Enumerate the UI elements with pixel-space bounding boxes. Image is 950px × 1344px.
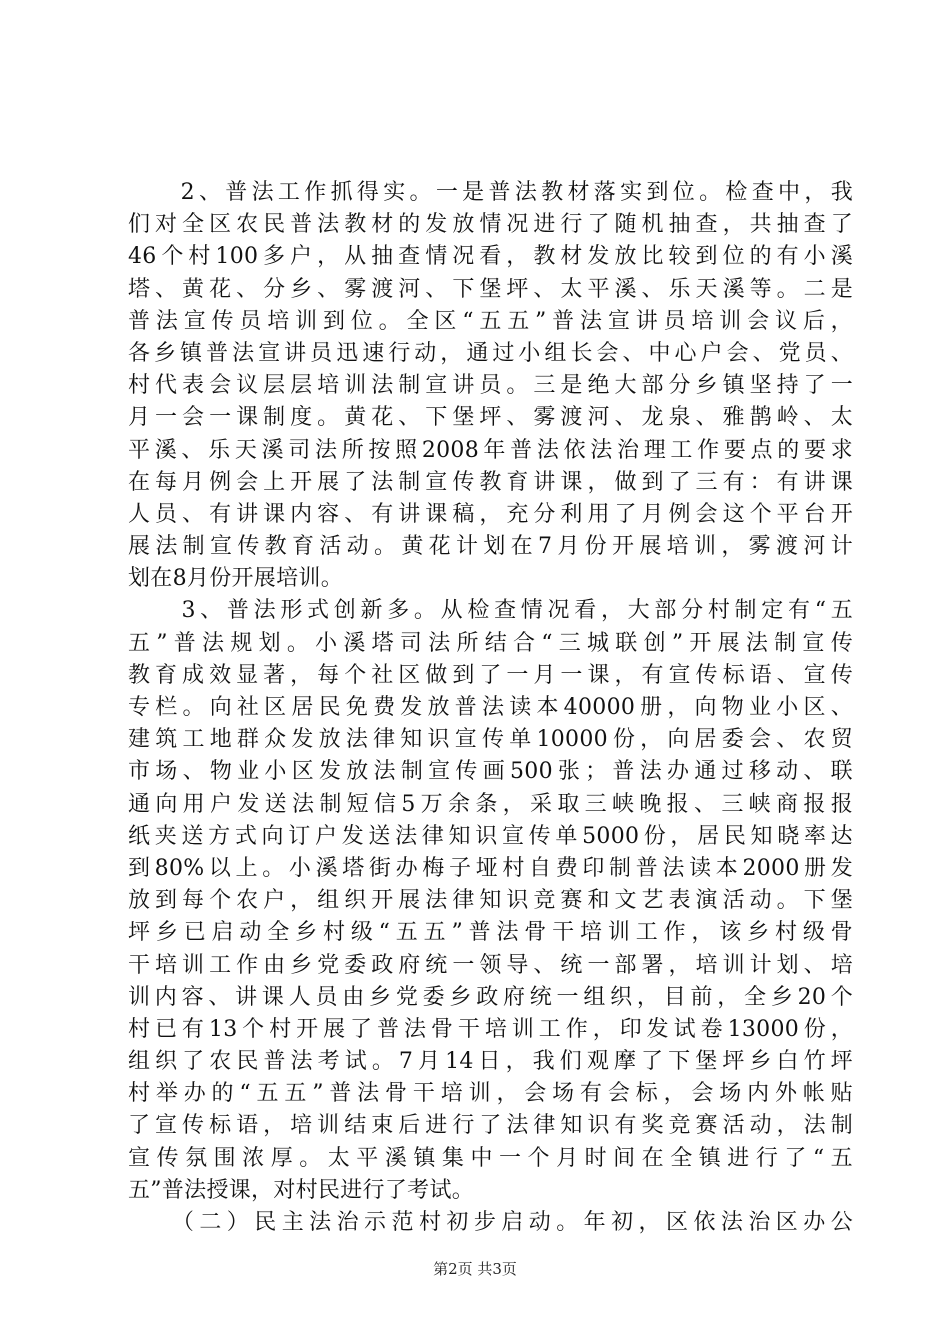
text-line: 普法宣传员培训到位。全区“五五”普法宣讲员培训会议后， — [128, 308, 853, 334]
text-line: 到80%以上。小溪塔街办梅子垭村自费印制普法读本2000册发 — [128, 855, 853, 881]
text-line: 们对全区农民普法教材的发放情况进行了随机抽查，共抽查了 — [128, 212, 853, 238]
text-line: 组织了农民普法考试。7月14日，我们观摩了下堡坪乡白竹坪 — [128, 1049, 853, 1075]
text-line: 2、普法工作抓得实。一是普法教材落实到位。检查中，我 — [128, 180, 853, 205]
text-line: 平溪、乐天溪司法所按照2008年普法依法治理工作要点的要求 — [128, 437, 853, 463]
text-line: 村代表会议层层培训法制宣讲员。三是绝大部分乡镇坚持了一 — [128, 373, 853, 399]
text-line: 建筑工地群众发放法律知识宣传单10000份，向居委会、农贸 — [128, 727, 853, 753]
text-line: 46个村100多户，从抽查情况看，教材发放比较到位的有小溪 — [128, 244, 853, 270]
text-line: 训内容、讲课人员由乡党委乡政府统一组织，目前，全乡20个 — [128, 984, 853, 1010]
text-line: 纸夹送方式向订户发送法律知识宣传单5000份，居民知晓率达 — [128, 823, 853, 849]
text-line: 在每月例会上开展了法制宣传教育讲课，做到了三有：有讲课 — [128, 469, 853, 495]
text-line: 通向用户发送法制短信5万余条，采取三峡晚报、三峡商报报 — [128, 791, 853, 817]
text-line: 村已有13个村开展了普法骨干培训工作，印发试卷13000份， — [128, 1016, 853, 1042]
text-line: 展法制宣传教育活动。黄花计划在7月份开展培训，雾渡河计 — [128, 534, 853, 560]
text-line: 划在8月份开展培训。 — [128, 566, 343, 592]
text-line: 月一会一课制度。黄花、下堡坪、雾渡河、龙泉、雅鹊岭、太 — [128, 405, 853, 431]
text-line: 教育成效显著，每个社区做到了一月一课，有宣传标语、宣传 — [128, 662, 853, 688]
page-footer: 第2页 共3页 — [433, 1260, 517, 1278]
text-line: 宣传氛围浓厚。太平溪镇集中一个月时间在全镇进行了“五 — [128, 1145, 853, 1171]
body-text — [128, 177, 853, 1239]
text-line: 了宣传标语，培训结束后进行了法律知识有奖竞赛活动，法制 — [128, 1113, 853, 1139]
text-line: 村举办的“五五”普法骨干培训，会场有会标，会场内外帐贴 — [128, 1081, 853, 1107]
text-line: 坪乡已启动全乡村级“五五”普法骨干培训工作，该乡村级骨 — [128, 920, 853, 946]
text-line: 五”普法授课，对村民进行了考试。 — [128, 1177, 475, 1203]
text-line: 各乡镇普法宣讲员迅速行动，通过小组长会、中心户会、党员、 — [128, 340, 853, 366]
text-line: 放到每个农户，组织开展法律知识竞赛和文艺表演活动。下堡 — [128, 888, 853, 914]
text-line: 3、普法形式创新多。从检查情况看，大部分村制定有“五 — [128, 598, 853, 624]
text-line: （二）民主法治示范村初步启动。年初，区依法治区办公 — [128, 1210, 853, 1235]
text-line: 专栏。向社区居民免费发放普法读本40000册，向物业小区、 — [128, 695, 853, 720]
text-line: 人员、有讲课内容、有讲课稿，充分利用了月例会这个平台开 — [128, 501, 853, 527]
text-line: 塔、黄花、分乡、雾渡河、下堡坪、太平溪、乐天溪等。二是 — [128, 276, 853, 302]
text-line: 干培训工作由乡党委政府统一领导、统一部署，培训计划、培 — [128, 952, 853, 978]
text-line: 五”普法规划。小溪塔司法所结合“三城联创”开展法制宣传 — [128, 630, 853, 656]
text-line: 市场、物业小区发放法制宣传画500张；普法办通过移动、联 — [128, 759, 853, 785]
